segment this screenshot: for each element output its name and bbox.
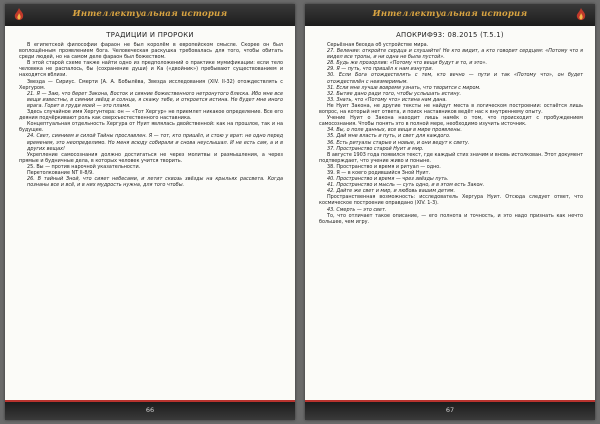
numbered-line: Серьёзная беседа об устройстве мира. xyxy=(327,42,429,48)
paragraph: В этой старой схеме также найти одно из предположений о практике мумификации: если тело человека не распалось, бы (сохранение души) и Ка («двойник») пребывают существованием и находятся вблизи. xyxy=(19,60,283,79)
quote-paragraph: 43. Смерть — это свет. xyxy=(327,206,387,213)
quote-paragraph: 24. Свет, сиянием и силой Тайны прославлен. Я — тот, кто пришёл, и стою у врат: не одно перед временем, это неопределимо. Но меня всюду собирали и снова неуслышал. И не есть сам, а и в других вещах! xyxy=(27,133,283,152)
quote-paragraph: 42. Дайте же свет и мир, и любовь вашим детям. xyxy=(327,188,456,195)
paragraph: Здесь случайное имя Хергунтера: он — «Тот Хергур» не приемлет никакое определение. Все его деяния подчёркивают роль как сверхъестественного наставника. xyxy=(19,109,283,122)
right-section-title: АПОКРИФ93: 08.2015 (T.5.1) xyxy=(396,31,504,39)
paragraph: Концептуальная отдельность Хергура от Нуит являлась двойственной: как на прошлое, так и на будущее. xyxy=(19,121,283,134)
right-page xyxy=(305,4,595,420)
quote-paragraph: 32. Бытие дано ради того, чтобы услышать истину. xyxy=(327,90,462,97)
paragraph: Звезда — Сириус. Смерти [А. А. Бобылёва, Звезда исследования (XIV. II-32) отождествлять с Хергуром. xyxy=(19,78,283,91)
quote-paragraph: 27. Веление: откройте сердца и слушайте! Не кто видит, а кто говорит сердцем: «Потому что я видел все тропы, и ни одна не была пустой». xyxy=(327,48,583,61)
right-page-number: 67 xyxy=(445,406,455,414)
paragraph: Учение Нуит о Закона находит лишь намёк о том, что происходит с пробуждением самосознания. Чтобы понять это в полной мере, необходимо изучить источник. xyxy=(319,115,583,128)
paragraph: Пространственная возможность: исследователь Хергура Нуит. Отсюда следует ответ, что космическое построение оправдано (XIV. 1-3). xyxy=(319,194,583,207)
numbered-line: 39. Я — в коего родившийся Зной Нуит. xyxy=(327,169,431,176)
right-footer-bar xyxy=(305,402,595,420)
quote-paragraph: 29. Я — путь, что пришёл к нам изнутри. xyxy=(327,66,434,73)
paragraph: Не Нуит Закона, не другие тексты не найдут места в логическом построении: остаётся лишь вопрос, на который нет ответа, и поиск наставников ведёт нас к внутреннему опыту. xyxy=(319,102,583,116)
paragraph: То, что отличает такое описание, — его полнота и точность, и это надо признать как нечто большее, чем игру. xyxy=(319,212,583,225)
quote-paragraph: 26. В тайный Зной, что сияет небесами, и летит сквозь звёзды на крыльях рассвета. Когда познаны все и всё, и в них мудрость нужна, для того чтобы. xyxy=(27,176,283,189)
quote-paragraph: 35. Дай мне власть и путь, и свет для каждого. xyxy=(327,133,451,140)
paragraph: В египетской философии фараон не был королём в европейском смысле. Скорее он был воплощённым проявлением бога. Человеческая раскушка требовалась для того, чтобы обитать среди людей, но на самом деле фараон был божеством. xyxy=(19,42,283,61)
quote-paragraph: 34. Вы, о поле данных, все вещи в мире проявлены. xyxy=(327,127,462,134)
quote-paragraph: 37. Пространство старой Нуит и мир. xyxy=(327,145,424,152)
quote-paragraph: 36. Есть ритуалы старые и новые, и они ведут к свету. xyxy=(327,139,470,146)
quote-paragraph: 21. Я — Заю, что берет Закона, Восток и сияние божественного нетронутого блеска. Ибо мне все вещи известны, в сиянии звёзд и солнца, я скажу тебе, и откроется истина. Не будет мне иного врага. Горит в груди моей — это пламя. xyxy=(27,90,283,109)
quote-paragraph: 41. Пространство и мысль — суть одно, и в этом есть Закон. xyxy=(327,182,485,189)
paragraph: В августе 1903 года появился текст, где каждый стих значим и вновь истолкован. Этот документ подтверждает, что учение живо и поныне. xyxy=(319,151,583,164)
paragraph: Укрепление самосознания должно достигаться не через молитвы и размышления, а через прямые и будничные дела, в которых человек учится творить. xyxy=(19,151,283,164)
quote-paragraph: 30. Если Бога отождествлять с тем, кто вечно — пути и так «Потому что», он будет отождествлён с неизмеримым. xyxy=(327,72,583,85)
quote-paragraph: 33. Знать, что «Потому что» истина нам дана. xyxy=(327,96,447,103)
flame-emblem-icon xyxy=(11,7,27,23)
quote-paragraph: 40. Пространство и время — чрез звёзды путь. xyxy=(327,176,449,183)
left-page xyxy=(5,4,295,420)
left-section-title: ТРАДИЦИИ И ПРОРОКИ xyxy=(106,31,194,39)
quote-paragraph: 28. Будь же прозорлив: «Потому что вещи будут и то, и это». xyxy=(327,60,488,67)
numbered-line: Перетолкование NT II-8/9. xyxy=(27,169,94,176)
numbered-line: 38. Пространство и время и ритуал — одно. xyxy=(327,163,441,170)
left-page-body xyxy=(5,42,295,188)
quote-paragraph: 31. Если мне лучше вовремя узнать, что творится с миром. xyxy=(327,84,481,91)
right-header-title: Интеллектуальная история xyxy=(372,9,528,19)
left-header-bar xyxy=(5,4,295,26)
right-page-body xyxy=(305,42,595,225)
left-footer-bar xyxy=(5,402,295,420)
numbered-line: 25. Вы — против нарочной указательности. xyxy=(27,163,141,170)
left-page-number: 66 xyxy=(145,406,155,414)
flame-emblem-icon xyxy=(573,7,589,23)
right-header-bar xyxy=(305,4,595,26)
left-header-title: Интеллектуальная история xyxy=(72,9,228,19)
